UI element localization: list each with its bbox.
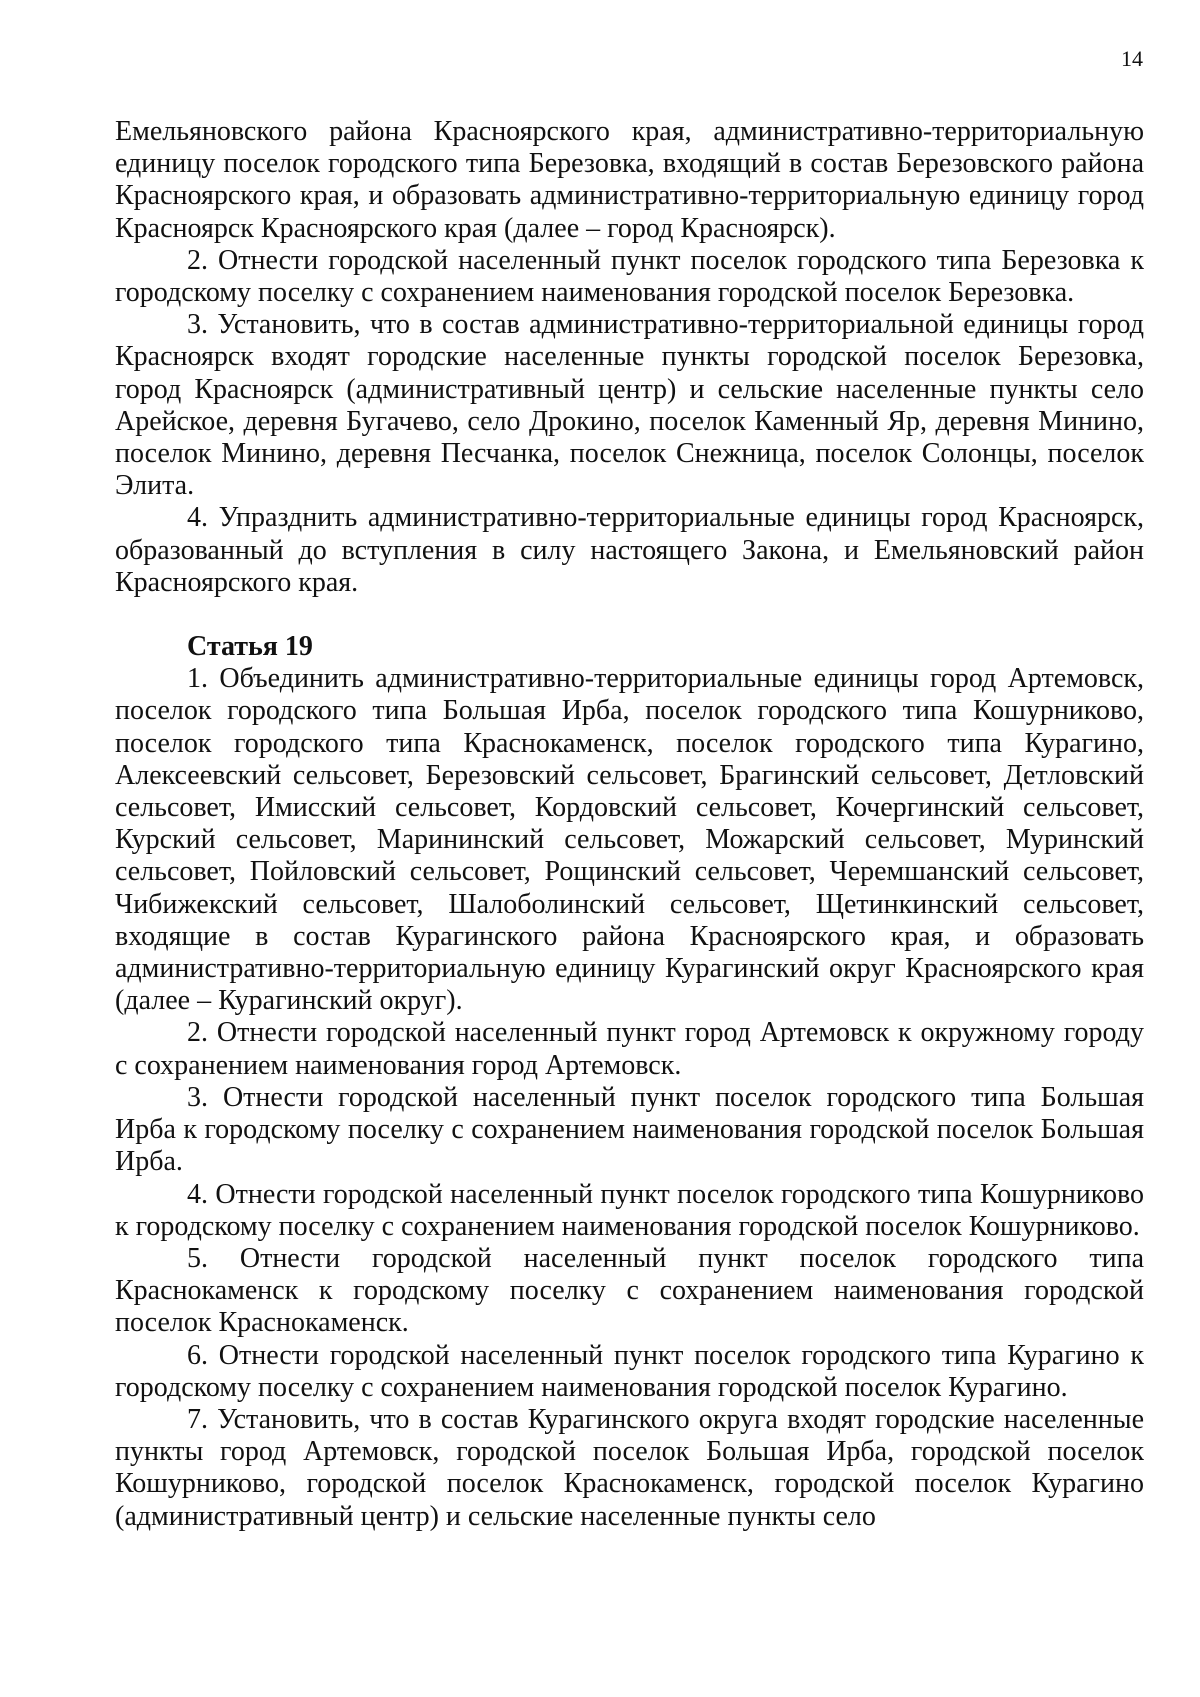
article-paragraph-7: 7. Установить, что в состав Курагинского округа входят городские населенные пункты город Артемовск, городской поселок Большая Ирба, городской поселок Кошурниково, городской поселок Краснокаменск, городской поселок Курагино (административный центр) и сельские населенные пункты село bbox=[115, 1403, 1144, 1532]
article-paragraph-4: 4. Отнести городской населенный пункт поселок городского типа Кошурниково к городскому поселку с сохранением наименования городской поселок Кошурниково. bbox=[115, 1178, 1144, 1242]
document-body bbox=[115, 116, 1144, 1533]
article-paragraph-6: 6. Отнести городской населенный пункт поселок городского типа Курагино к городскому поселку с сохранением наименования городской поселок Курагино. bbox=[115, 1339, 1144, 1403]
paragraph-item-2: 2. Отнести городской населенный пункт поселок городского типа Березовка к городскому поселку с сохранением наименования городской поселок Березовка. bbox=[115, 244, 1144, 309]
article-heading: Статья 19 bbox=[187, 631, 313, 663]
article-paragraph-3: 3. Отнести городской населенный пункт поселок городского типа Большая Ирба к городскому поселку с сохранением наименования городской поселок Большая Ирба. bbox=[115, 1081, 1144, 1178]
page-number: 14 bbox=[1121, 46, 1143, 71]
section-spacer bbox=[115, 599, 1144, 631]
article-paragraph-2: 2. Отнести городской населенный пункт город Артемовск к окружному городу с сохранением наименования город Артемовск. bbox=[115, 1017, 1144, 1081]
article-paragraph-1: 1. Объединить административно-территориальные единицы город Артемовск, поселок городского типа Большая Ирба, поселок городского типа Кошурниково, поселок городского типа Краснокаменск, поселок городского типа Курагино, Алексеевский сельсовет, Березовский сельсовет, Брагинский сельсовет, Детловский сельсовет, Имисский сельсовет, Кордовский сельсовет, Кочергинский сельсовет, Курский сельсовет, Марининский сельсовет, Можарский сельсовет, Муринский сельсовет, Пойловский сельсовет, Рощинский сельсовет, Черемшанский сельсовет, Чибижекский сельсовет, Шалоболинский сельсовет, Щетинкинский сельсовет, входящие в состав Курагинского района Красноярского края, и образовать административно-территориальную единицу Курагинский округ Красноярского края (далее – Курагинский округ). bbox=[115, 663, 1144, 1017]
paragraph-item-3: 3. Установить, что в состав административно-территориальной единицы город Красноярск входят городские населенные пункты городской поселок Березовка, город Красноярск (административный центр) и сельские населенные пункты село Арейское, деревня Бугачево, село Дрокино, поселок Каменный Яр, деревня Минино, поселок Минино, деревня Песчанка, поселок Снежница, поселок Солонцы, поселок Элита. bbox=[115, 309, 1144, 502]
paragraph-continuation: Емельяновского района Красноярского края, административно-территориальную единицу поселок городского типа Березовка, входящий в состав Березовского района Красноярского края, и образовать административно-территориальную единицу город Красноярск Красноярского края (далее – город Красноярск). bbox=[115, 116, 1144, 244]
article-paragraph-5: 5. Отнести городской населенный пункт поселок городского типа Краснокаменск к городскому поселку с сохранением наименования городской поселок Краснокаменск. bbox=[115, 1242, 1144, 1339]
paragraph-item-4: 4. Упразднить административно-территориальные единицы город Красноярск, образованный до вступления в силу настоящего Закона, и Емельяновский район Красноярского края. bbox=[115, 502, 1144, 598]
